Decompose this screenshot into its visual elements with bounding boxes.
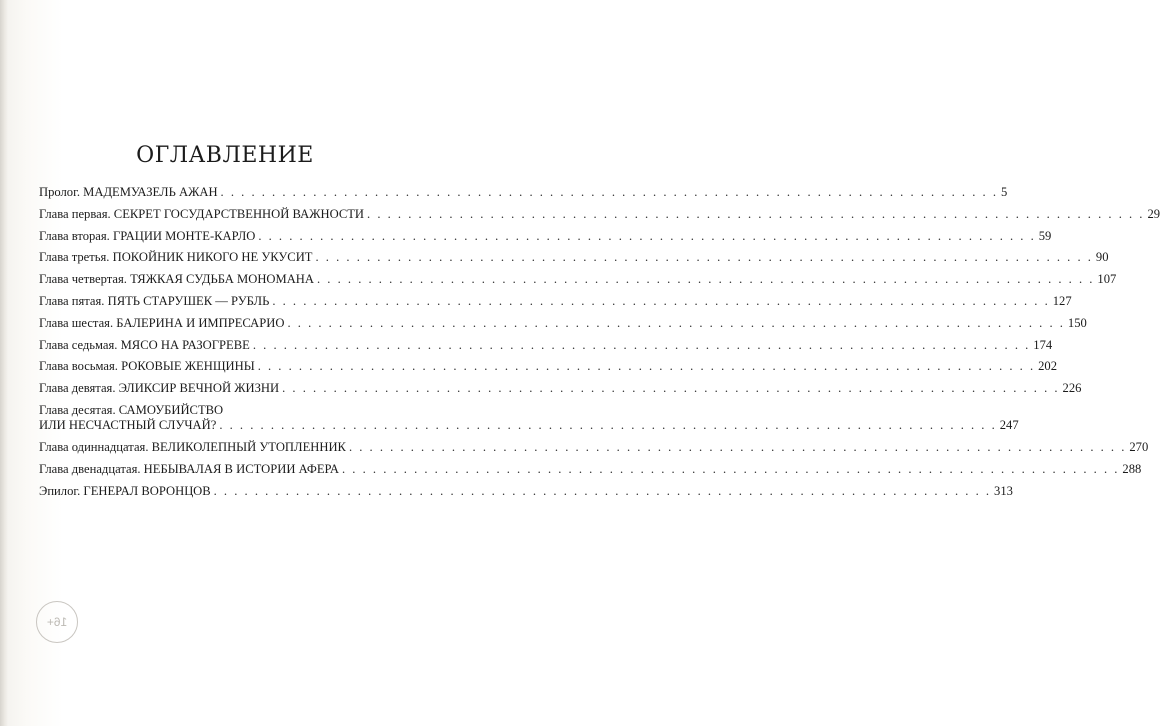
toc-entry-label: Глава одиннадцатая. ВЕЛИКОЛЕПНЫЙ УТОПЛЕННИК [39,439,346,454]
page-title: ОГЛАВЛЕНИЕ [136,143,314,168]
toc-leader-dots [367,207,1144,222]
toc-entry[interactable] [39,315,1087,338]
toc-entry-label: Глава четвертая. ТЯЖКАЯ СУДЬБА МОНОМАНА [39,272,314,287]
page-edge-shadow [0,0,8,726]
bleed-through-text [255,170,258,181]
toc-entry[interactable] [39,439,1149,462]
toc-entry-multiline-wrap [39,403,1019,433]
toc-entry[interactable] [39,461,1142,484]
toc-leader-dots [349,440,1126,455]
toc-leader-dots [219,418,996,433]
toc-entry-page: 313 [994,483,1013,498]
toc-leader-dots [282,381,1059,396]
toc-entry-line2 [39,418,1019,433]
age-rating-badge: 16+ [36,601,78,643]
toc-entry[interactable] [39,250,1109,272]
toc-entry-label: Глава шестая. БАЛЕРИНА И ИМПРЕСАРИО [39,315,285,330]
toc-entry-page: 202 [1038,359,1058,374]
toc-leader-dots [221,185,998,200]
toc-entry-page: 29 [1147,206,1160,221]
toc-leader-dots [253,338,1030,353]
toc-entry-label: Глава седьмая. МЯСО НА РАЗОГРЕВЕ [39,337,250,352]
toc-entry-label: Глава вторая. ГРАЦИИ МОНТЕ-КАРЛО [39,228,256,243]
toc-entry[interactable] [39,206,1160,229]
toc-entry-label: Глава двенадцатая. НЕБЫВАЛАЯ В ИСТОРИИ АФЕРА [39,461,339,476]
toc-entry[interactable] [39,337,1053,360]
toc-entry[interactable] [39,293,1072,316]
toc-entry-page: 247 [999,417,1019,432]
toc-entry-page: 90 [1095,250,1109,265]
toc-leader-dots [272,294,1049,309]
toc-entry-multiline[interactable] [39,402,1019,440]
toc-entry-page: 150 [1067,315,1087,330]
toc-leader-dots [317,272,1094,287]
toc-entry-label-line2: ИЛИ НЕСЧАСТНЫЙ СЛУЧАЙ? [39,417,217,432]
table-of-contents [39,185,1160,505]
toc-entry-label-line1: Глава десятая. САМОУБИЙСТВО [39,402,224,417]
toc-entry-page: 288 [1122,461,1142,476]
toc-entry[interactable] [39,228,1052,251]
toc-entry-label: Глава третья. ПОКОЙНИК НИКОГО НЕ УКУСИТ [39,250,313,265]
toc-leader-dots [258,229,1035,244]
toc-entry-label: Глава первая. СЕКРЕТ ГОСУДАРСТВЕННОЙ ВАЖНОСТИ [39,206,365,221]
toc-entry-page: 107 [1097,272,1117,287]
toc-entry[interactable] [39,381,1082,403]
toc-entry-page: 226 [1062,381,1082,396]
toc-leader-dots [342,462,1119,477]
toc-entry-page: 5 [1000,185,1008,199]
toc-entry-label: Глава восьмая. РОКОВЫЕ ЖЕНЩИНЫ [39,359,255,374]
toc-entry-label: Пролог. МАДЕМУАЗЕЛЬ АЖАН [39,185,218,199]
toc-entry-page: 174 [1033,337,1053,352]
toc-leader-dots [287,316,1064,331]
toc-entry-label: Глава пятая. ПЯТЬ СТАРУШЕК — РУБЛЬ [39,293,270,308]
toc-entry[interactable] [39,185,1008,207]
toc-entry[interactable] [39,483,1013,506]
toc-entry-page: 127 [1052,293,1072,308]
toc-entry[interactable] [39,359,1058,381]
toc-entry-page: 59 [1038,228,1052,243]
toc-leader-dots [214,484,991,499]
toc-entry-label: Глава девятая. ЭЛИКСИР ВЕЧНОЙ ЖИЗНИ [39,381,280,396]
toc-entry-label: Эпилог. ГЕНЕРАЛ ВОРОНЦОВ [39,483,211,498]
toc-leader-dots [316,250,1093,265]
toc-entry-page: 270 [1129,439,1149,454]
toc-leader-dots [258,359,1035,374]
toc-entry[interactable] [39,272,1117,294]
